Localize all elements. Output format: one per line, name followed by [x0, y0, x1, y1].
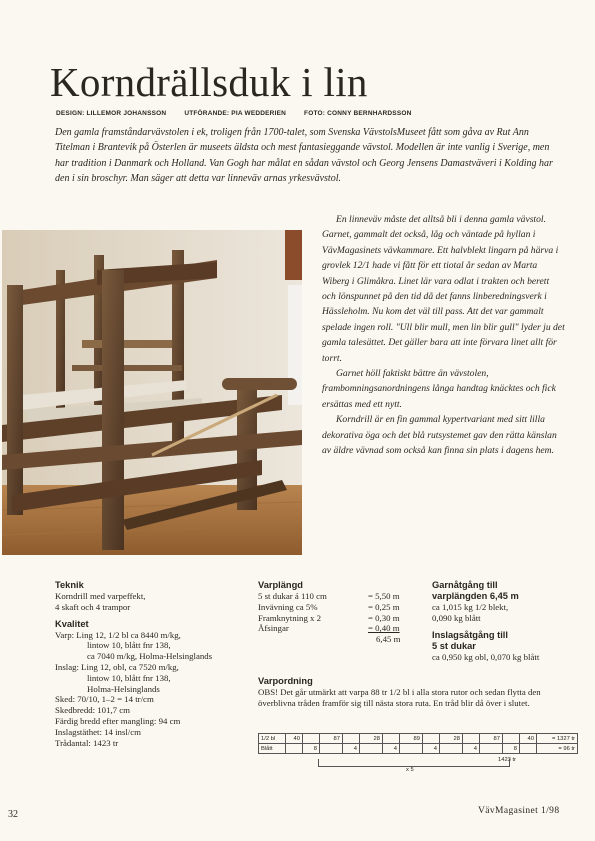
- warp-draft-row-blatt: [259, 744, 578, 754]
- teknik-line: 4 skaft och 4 trampor: [55, 601, 131, 612]
- draft-cell: [400, 744, 423, 754]
- intro-paragraph: [55, 125, 565, 186]
- body-paragraph: Garnet höll faktiskt bättre än vävstolen, frambomningsanordningens långa handtag knäcktes och fick ersättas med ett nytt.: [322, 368, 556, 410]
- kvalitet-line: lintow 10, blått fnr 138,: [87, 640, 171, 651]
- loom-photo: [2, 230, 302, 555]
- draft-cell: [286, 744, 303, 754]
- kvalitet-line: Inslag: Ling 12, obl, ca 7520 m/kg,: [55, 661, 179, 672]
- draft-cell: 87: [480, 734, 503, 744]
- repeat-bracket: [318, 759, 510, 767]
- kvalitet-line: Färdig bredd efter mangling: 94 cm: [55, 715, 181, 726]
- varplangd-total: 6,45 m: [376, 634, 401, 645]
- garnatgang-heading: Garnåtgång till: [432, 580, 498, 590]
- varpordning-heading: Varpordning: [258, 676, 313, 686]
- garnatgang-line: ca 1,015 kg 1/2 blekt,: [432, 602, 509, 612]
- kvalitet-line: Varp: Ling 12, 1/2 bl ca 8440 m/kg,: [55, 629, 181, 640]
- varplangd-row: 5 st dukar á 110 cm = 5,50 m: [258, 591, 400, 601]
- draft-cell: [520, 744, 537, 754]
- warp-draft: [258, 733, 578, 773]
- body-paragraph: Korndrill är en fin gammal kypertvariant med sitt lilla dekorativa öga och det blå rutsystemet gav den rätta känslan av äldre vävnad som också kan finna sin plats i dagens hem.: [322, 414, 557, 457]
- kvalitet-line: Holma-Helsinglands: [87, 683, 160, 694]
- magazine-footer: VävMagasinet 1/98: [478, 806, 560, 816]
- inslag-subheading: 5 st dukar: [432, 640, 476, 651]
- draft-label-cell: 1/2 bl: [259, 734, 286, 744]
- draft-cell: 4: [383, 744, 400, 754]
- kvalitet-lines: [55, 630, 255, 749]
- draft-cell: 40: [286, 734, 303, 744]
- draft-cell: [423, 734, 440, 744]
- draft-cell: [480, 744, 503, 754]
- credit-foto: FOTO: CONNY BERNHARDSSON: [304, 110, 412, 117]
- page-number: 32: [8, 809, 18, 820]
- loom-photo-illustration: [2, 230, 302, 555]
- credit-design: DESIGN: LILLEMOR JOHANSSON: [56, 110, 167, 117]
- teknik-section: [55, 580, 255, 748]
- draft-cell: 28: [360, 734, 383, 744]
- kvalitet-line: Trådantal: 1423 tr: [55, 737, 119, 748]
- varplangd-section: [258, 580, 428, 645]
- varplangd-total-row: [258, 634, 428, 645]
- varplangd-row: Invävning ca 5% = 0,25 m: [258, 601, 400, 612]
- page-title: Korndrällsduk i lin: [50, 59, 368, 105]
- draft-cell: 4: [423, 744, 440, 754]
- draft-cell: [463, 734, 480, 744]
- warp-draft-total: 1423 tr: [498, 757, 517, 763]
- varplangd-row: Framknytning x 2 = 0,30 m: [258, 612, 400, 623]
- teknik-heading: Teknik: [55, 580, 84, 590]
- draft-cell: 8: [303, 744, 320, 754]
- draft-cell: [343, 734, 360, 744]
- draft-cell: 4: [343, 744, 360, 754]
- body-text: [322, 212, 565, 459]
- draft-cell: [440, 744, 463, 754]
- kvalitet-heading: Kvalitet: [55, 618, 89, 629]
- garnatgang-subheading: varplängden 6,45 m: [432, 591, 519, 601]
- inslag-heading: Inslagsåtgång till: [432, 629, 508, 640]
- warp-draft-row-halvblekt: [259, 734, 578, 744]
- draft-cell: 89: [400, 734, 423, 744]
- credits-line: [56, 110, 428, 117]
- draft-cell: [320, 744, 343, 754]
- intro-text: Den gamla framståndarvävstolen i ek, troligen från 1700-talet, som Svenska VävstolsMuseet fått som gåva av Rut Ann Titelman i Brantevik på Österlen är museets äldsta och mest fantasieggande vävstol. Modellen är inte vanlig i Sverige, men har tradition i Danmark och Holland. Van Gogh har målat en sådan vävstol och Georg Jensens Damastväveri i Kolding har den i sin broschyr. Man säger att detta var linneväv arnas yrkesvävstol.: [55, 127, 553, 184]
- repeat-label: x 5: [406, 767, 414, 773]
- draft-cell: [383, 734, 400, 744]
- varplangd-heading: Varplängd: [258, 580, 303, 590]
- kvalitet-line: lintow 10, blått fnr 138,: [87, 672, 171, 683]
- garnatgang-section: [432, 580, 572, 662]
- draft-cell: 40: [520, 734, 537, 744]
- varpordning-text: OBS! Det går utmärkt att varpa 88 tr 1/2 bl i alla stora rutor och sedan flytta den överblivna tråden framför sig till nästa stora ruta. En tråd blir då över i slutet.: [258, 687, 541, 708]
- kvalitet-line: ca 7040 m/kg, Holma-Helsinglands: [87, 651, 213, 662]
- garnatgang-line: 0,090 kg blått: [432, 612, 481, 623]
- draft-cell: = 1327 tr: [537, 734, 578, 744]
- credit-utforande: UTFÖRANDE: PIA WEDDERIEN: [184, 110, 287, 117]
- teknik-line: Korndrill med varpeffekt,: [55, 591, 146, 601]
- draft-cell: = 96 tr: [537, 744, 578, 754]
- draft-cell: [303, 734, 320, 744]
- draft-label-cell: Blått: [259, 744, 286, 754]
- inslag-line: ca 0,950 kg obl, 0,070 kg blått: [432, 651, 540, 662]
- body-paragraph: En linneväv måste det alltså bli i denna gamla vävstol. Garnet, gammalt det också, låg och väntade på hyllan i VävMagasinets vävkammare. Ett halvblekt lingarn på härva i grovlek 12/1 hade vi fått för ett tiotal år sedan av Marta Wiberg i Glimåkra. Linet lär vara odlat i trakten och berett och lönspunnet på den tid då det fanns linberedningsverk i Hässleholm. Nu kom det väl till pass. Att det var gammalt spelade ingen roll. "Ull blir mull, men lin blir gull" lyder ju det gamla talesättet. Det gäller bara att inte förvara linet allt för torrt.: [322, 214, 565, 364]
- warp-draft-table: [258, 733, 578, 754]
- draft-cell: 87: [320, 734, 343, 744]
- draft-cell: 4: [463, 744, 480, 754]
- kvalitet-line: Inslagstäthet: 14 insl/cm: [55, 726, 142, 737]
- kvalitet-line: Sked: 70/10, 1–2 = 14 tr/cm: [55, 694, 154, 705]
- draft-cell: [360, 744, 383, 754]
- varpordning-section: [258, 676, 548, 709]
- draft-cell: 8: [503, 744, 520, 754]
- draft-cell: 28: [440, 734, 463, 744]
- draft-cell: [503, 734, 520, 744]
- kvalitet-line: Skedbredd: 101,7 cm: [55, 705, 131, 716]
- varplangd-row: Åfsingar = 0,40 m: [258, 623, 400, 634]
